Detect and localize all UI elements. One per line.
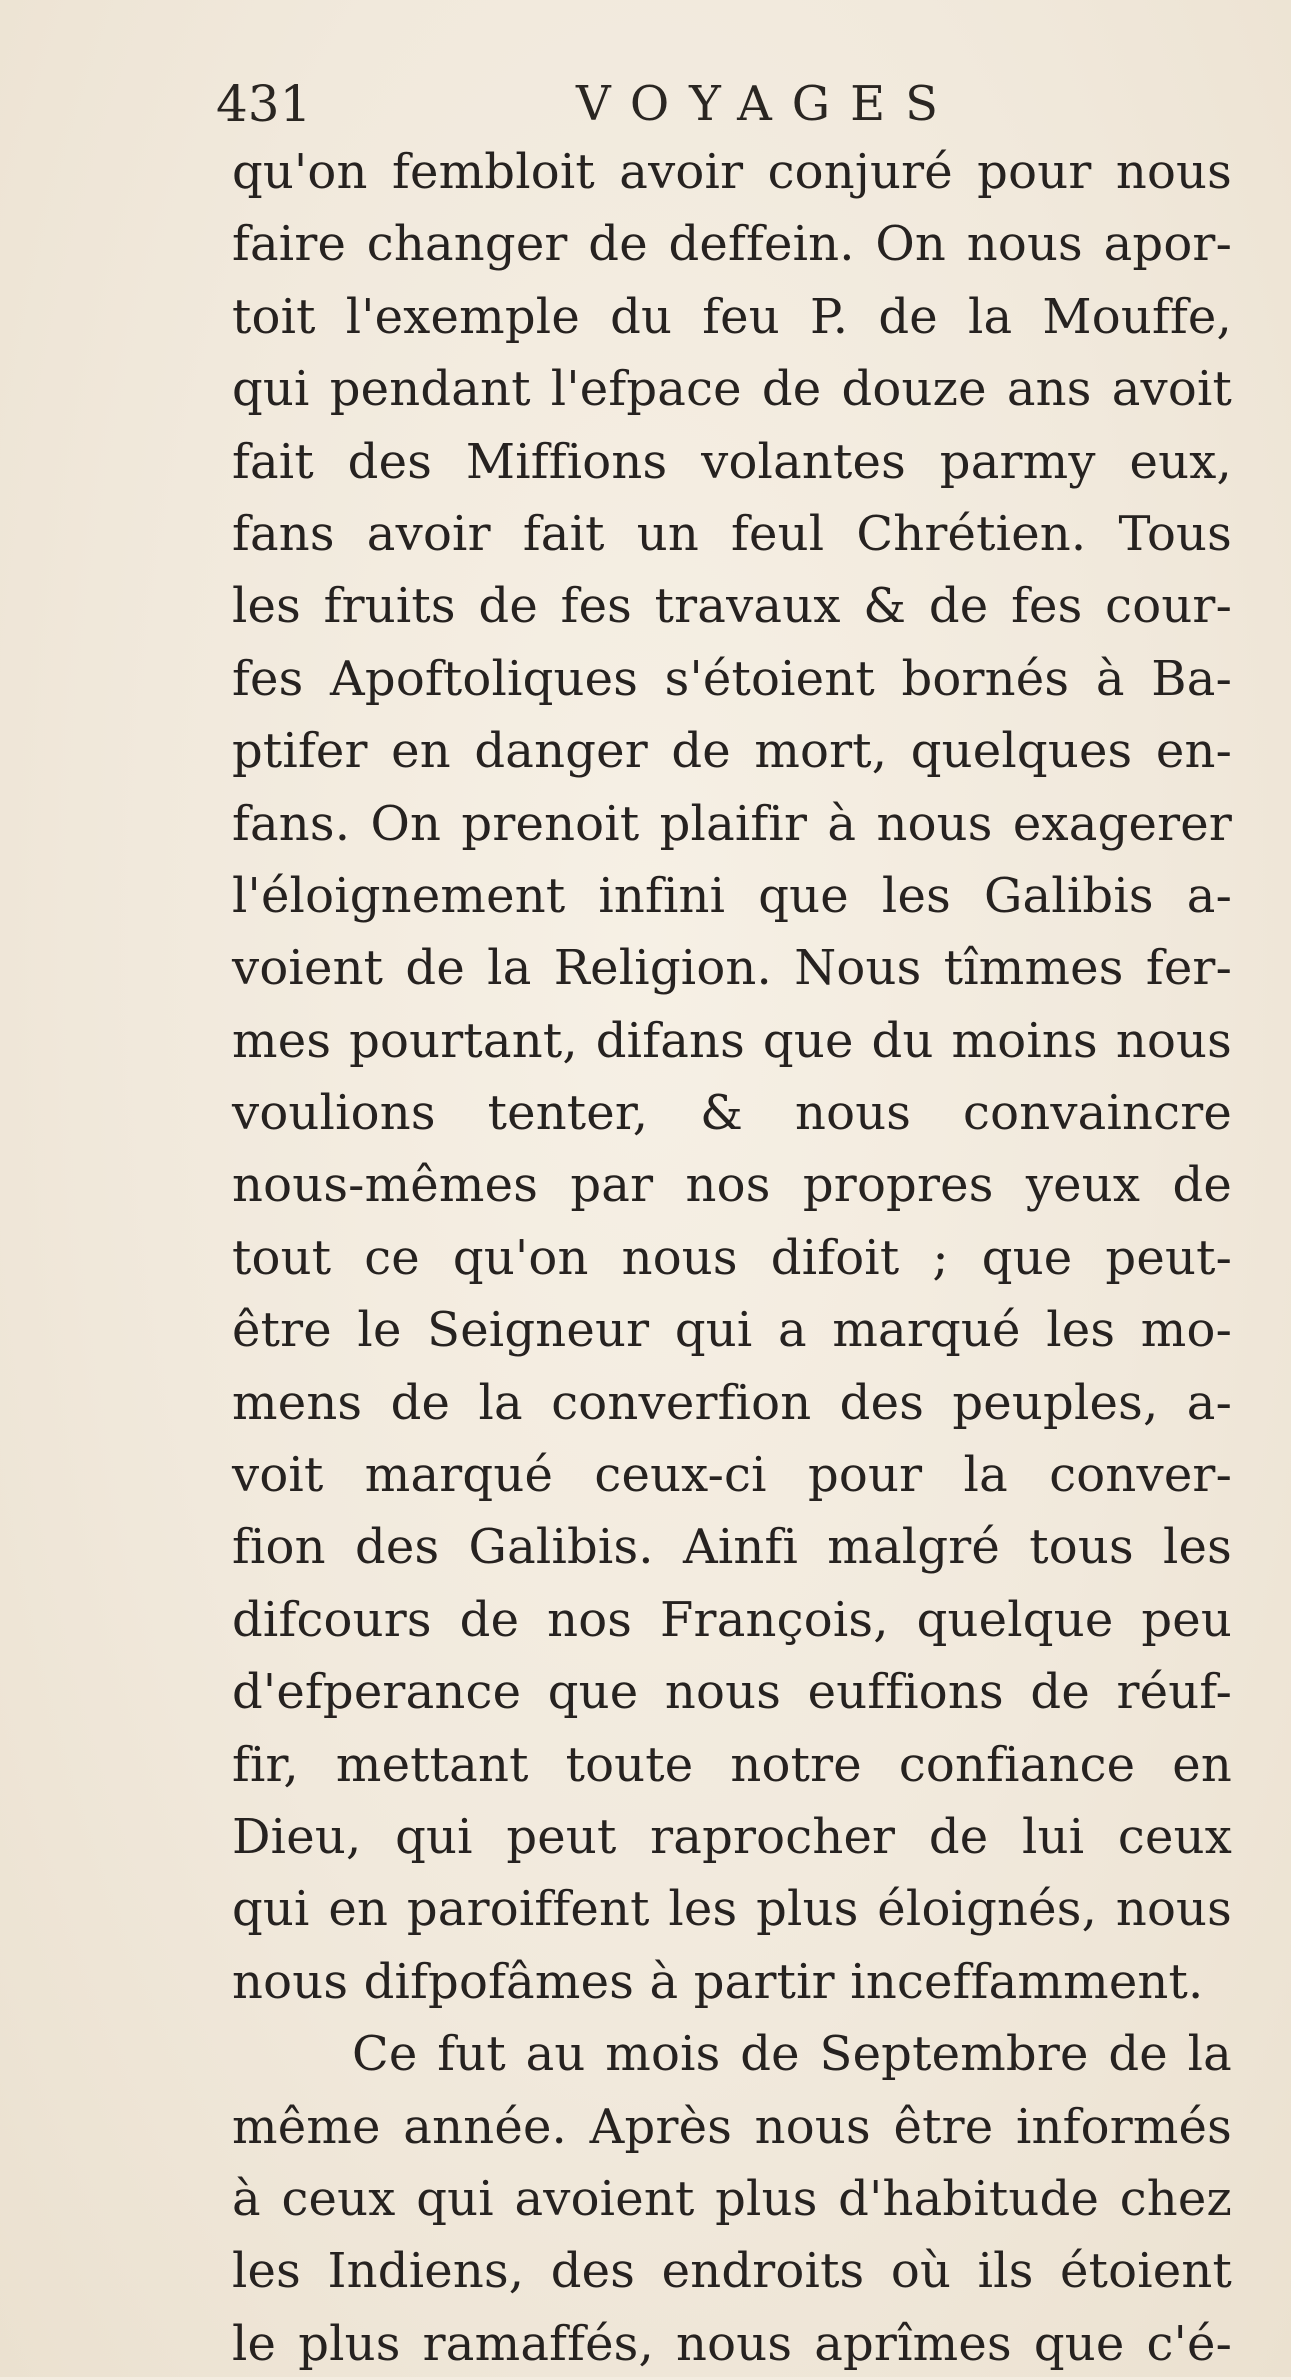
text-line: voulions tenter, & nous convaincre	[232, 1085, 1232, 1142]
text-line: Ce fut au mois de Septembre de la	[352, 2026, 1232, 2083]
text-line: fes Apoftoliques s'étoient bornés à Ba-	[232, 650, 1232, 707]
text-line: même année. Après nous être informés	[232, 2098, 1232, 2155]
text-line: voient de la Religion. Nous tîmmes fer-	[232, 940, 1232, 997]
text-line: nous difpofâmes à partir inceffamment.	[232, 1953, 1204, 2010]
text-line: faire changer de deffein. On nous apor-	[232, 216, 1232, 273]
text-line: les fruits de fes travaux & de fes cour-	[232, 578, 1232, 635]
text-line: l'éloignement infini que les Galibis a-	[232, 867, 1232, 924]
text-line: les Indiens, des endroits où ils étoient	[232, 2243, 1232, 2300]
page-header	[216, 72, 1076, 136]
text-line: toit l'exemple du feu P. de la Mouffe,	[232, 288, 1232, 345]
text-line: fion des Galibis. Ainfi malgré tous les	[232, 1519, 1232, 1576]
text-line: fans. On prenoit plaifir à nous exagerer	[232, 795, 1232, 852]
text-line: qui en paroiffent les plus éloignés, nous	[232, 1881, 1232, 1938]
text-line: être le Seigneur qui a marqué les mo-	[232, 1302, 1232, 1359]
text-line: mes pourtant, difans que du moins nous	[232, 1012, 1232, 1069]
page-number: 431	[216, 75, 312, 133]
running-head: VOYAGES	[576, 76, 959, 132]
text-line: fans avoir fait un feul Chrétien. Tous	[232, 505, 1232, 562]
text-line: le plus ramaffés, nous aprîmes que c'é-	[232, 2315, 1232, 2372]
body-text	[232, 136, 1232, 2380]
text-line: nous-mêmes par nos propres yeux de	[232, 1157, 1232, 1214]
text-line: difcours de nos François, quelque peu	[232, 1591, 1232, 1648]
text-line: fait des Miffions volantes parmy eux,	[232, 433, 1232, 490]
text-line: d'efperance que nous euffions de réuf-	[232, 1664, 1232, 1721]
text-line: fir, mettant toute notre confiance en	[232, 1736, 1232, 1793]
text-line: Dieu, qui peut raprocher de lui ceux	[232, 1808, 1232, 1865]
text-line: ptifer en danger de mort, quelques en-	[232, 723, 1232, 780]
text-line: tout ce qu'on nous difoit ; que peut-	[232, 1229, 1232, 1286]
text-line: à ceux qui avoient plus d'habitude chez	[232, 2170, 1232, 2227]
text-line: voit marqué ceux-ci pour la conver-	[232, 1447, 1232, 1504]
text-line: mens de la converfion des peuples, a-	[232, 1374, 1232, 1431]
text-line: qui pendant l'efpace de douze ans avoit	[232, 361, 1232, 418]
text-line: qu'on fembloit avoir conjuré pour nous	[232, 144, 1232, 200]
